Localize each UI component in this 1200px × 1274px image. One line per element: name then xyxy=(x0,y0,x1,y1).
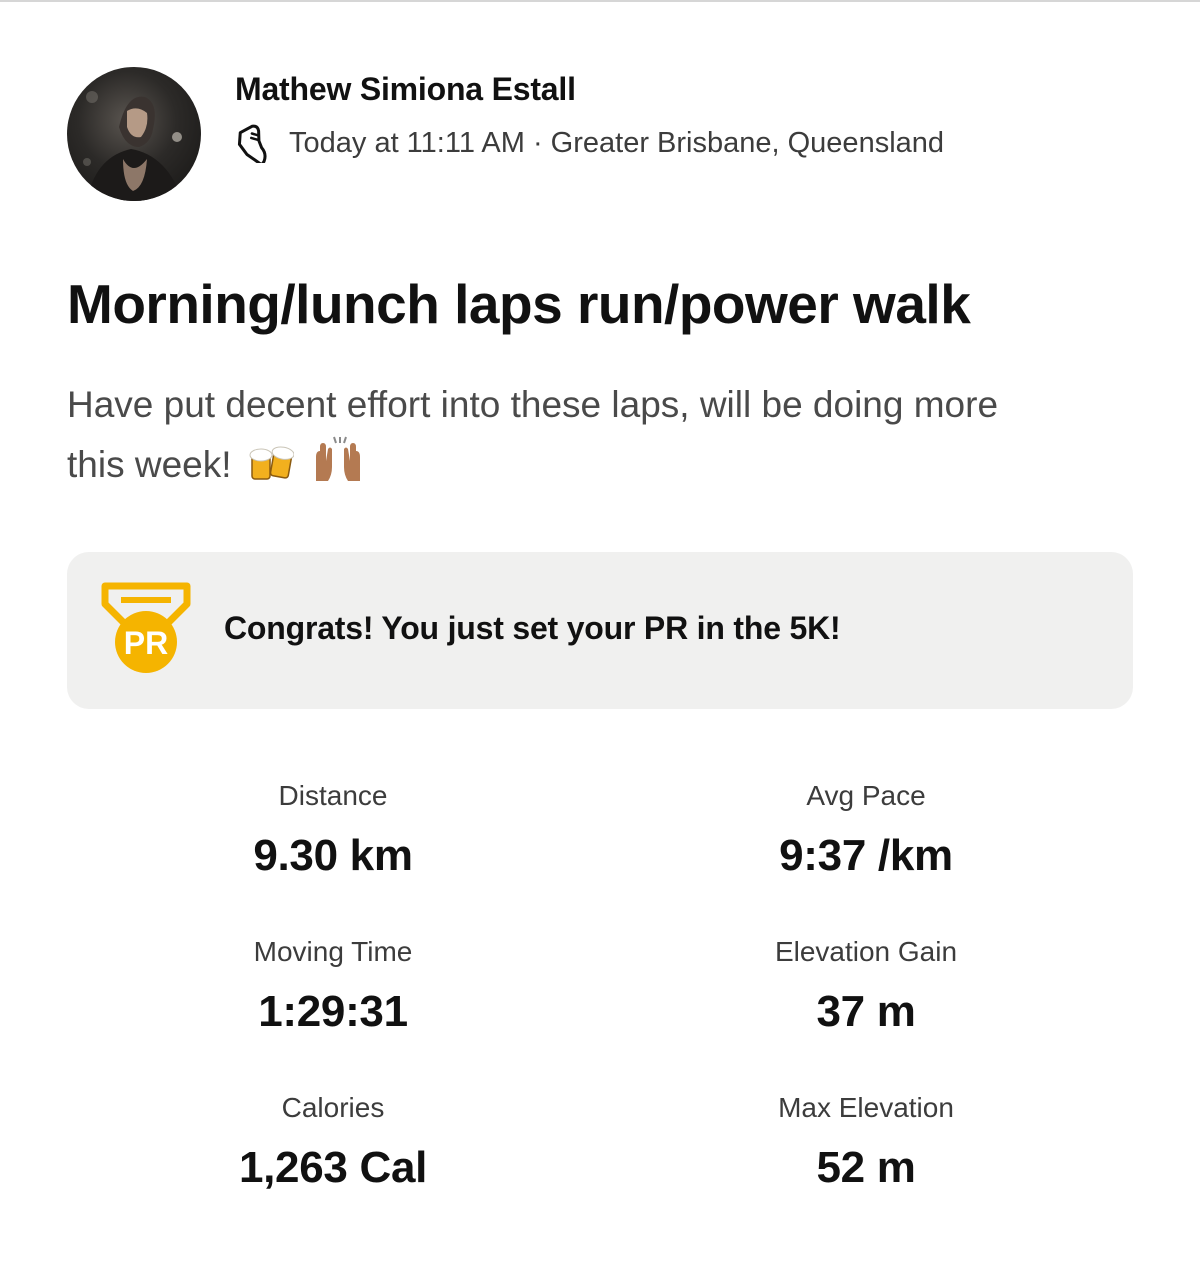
activity-title[interactable]: Morning/lunch laps run/power walk xyxy=(67,273,971,335)
activity-header xyxy=(67,67,1167,203)
stat-value: 1:29:31 xyxy=(258,987,408,1036)
stat-label: Calories xyxy=(281,1092,385,1123)
stat-moving-time xyxy=(133,932,533,1038)
stat-label: Moving Time xyxy=(253,936,413,967)
stat-distance xyxy=(133,776,533,882)
stat-value: 9.30 km xyxy=(253,831,413,880)
pr-medal-icon xyxy=(101,582,191,678)
stat-calories xyxy=(133,1088,533,1194)
stat-value: 37 m xyxy=(816,987,916,1036)
stat-max-elevation xyxy=(666,1088,1066,1194)
activity-description xyxy=(67,376,1147,499)
stat-value: 1,263 Cal xyxy=(238,1143,428,1192)
stat-value: 52 m xyxy=(816,1143,916,1192)
stat-label: Max Elevation xyxy=(778,1092,954,1123)
stat-label: Elevation Gain xyxy=(774,936,958,967)
stats-grid xyxy=(67,760,1133,1240)
pr-banner[interactable] xyxy=(67,552,1133,709)
pr-badge-text: PR xyxy=(123,625,169,661)
stat-elevation-gain xyxy=(666,932,1066,1038)
top-divider xyxy=(0,0,1200,2)
stat-value: 9:37 /km xyxy=(779,831,953,880)
stat-label: Distance xyxy=(278,780,388,811)
description-line-1: Have put decent effort into these laps, will be doing more xyxy=(67,384,999,425)
shoe-icon xyxy=(233,123,279,163)
athlete-name[interactable]: Mathew Simiona Estall xyxy=(235,71,576,107)
activity-meta xyxy=(233,123,944,163)
pr-message: Congrats! You just set your PR in the 5K! xyxy=(224,610,841,646)
activity-time-location: Today at 11:11 AM · Greater Brisbane, Queensland xyxy=(289,126,945,159)
avatar[interactable] xyxy=(67,67,201,201)
stat-label: Avg Pace xyxy=(806,780,926,811)
beers-emoji xyxy=(248,442,294,499)
description-line-2: this week! xyxy=(67,444,232,485)
raised-hands-emoji xyxy=(310,433,366,499)
stat-avg-pace xyxy=(666,776,1066,882)
